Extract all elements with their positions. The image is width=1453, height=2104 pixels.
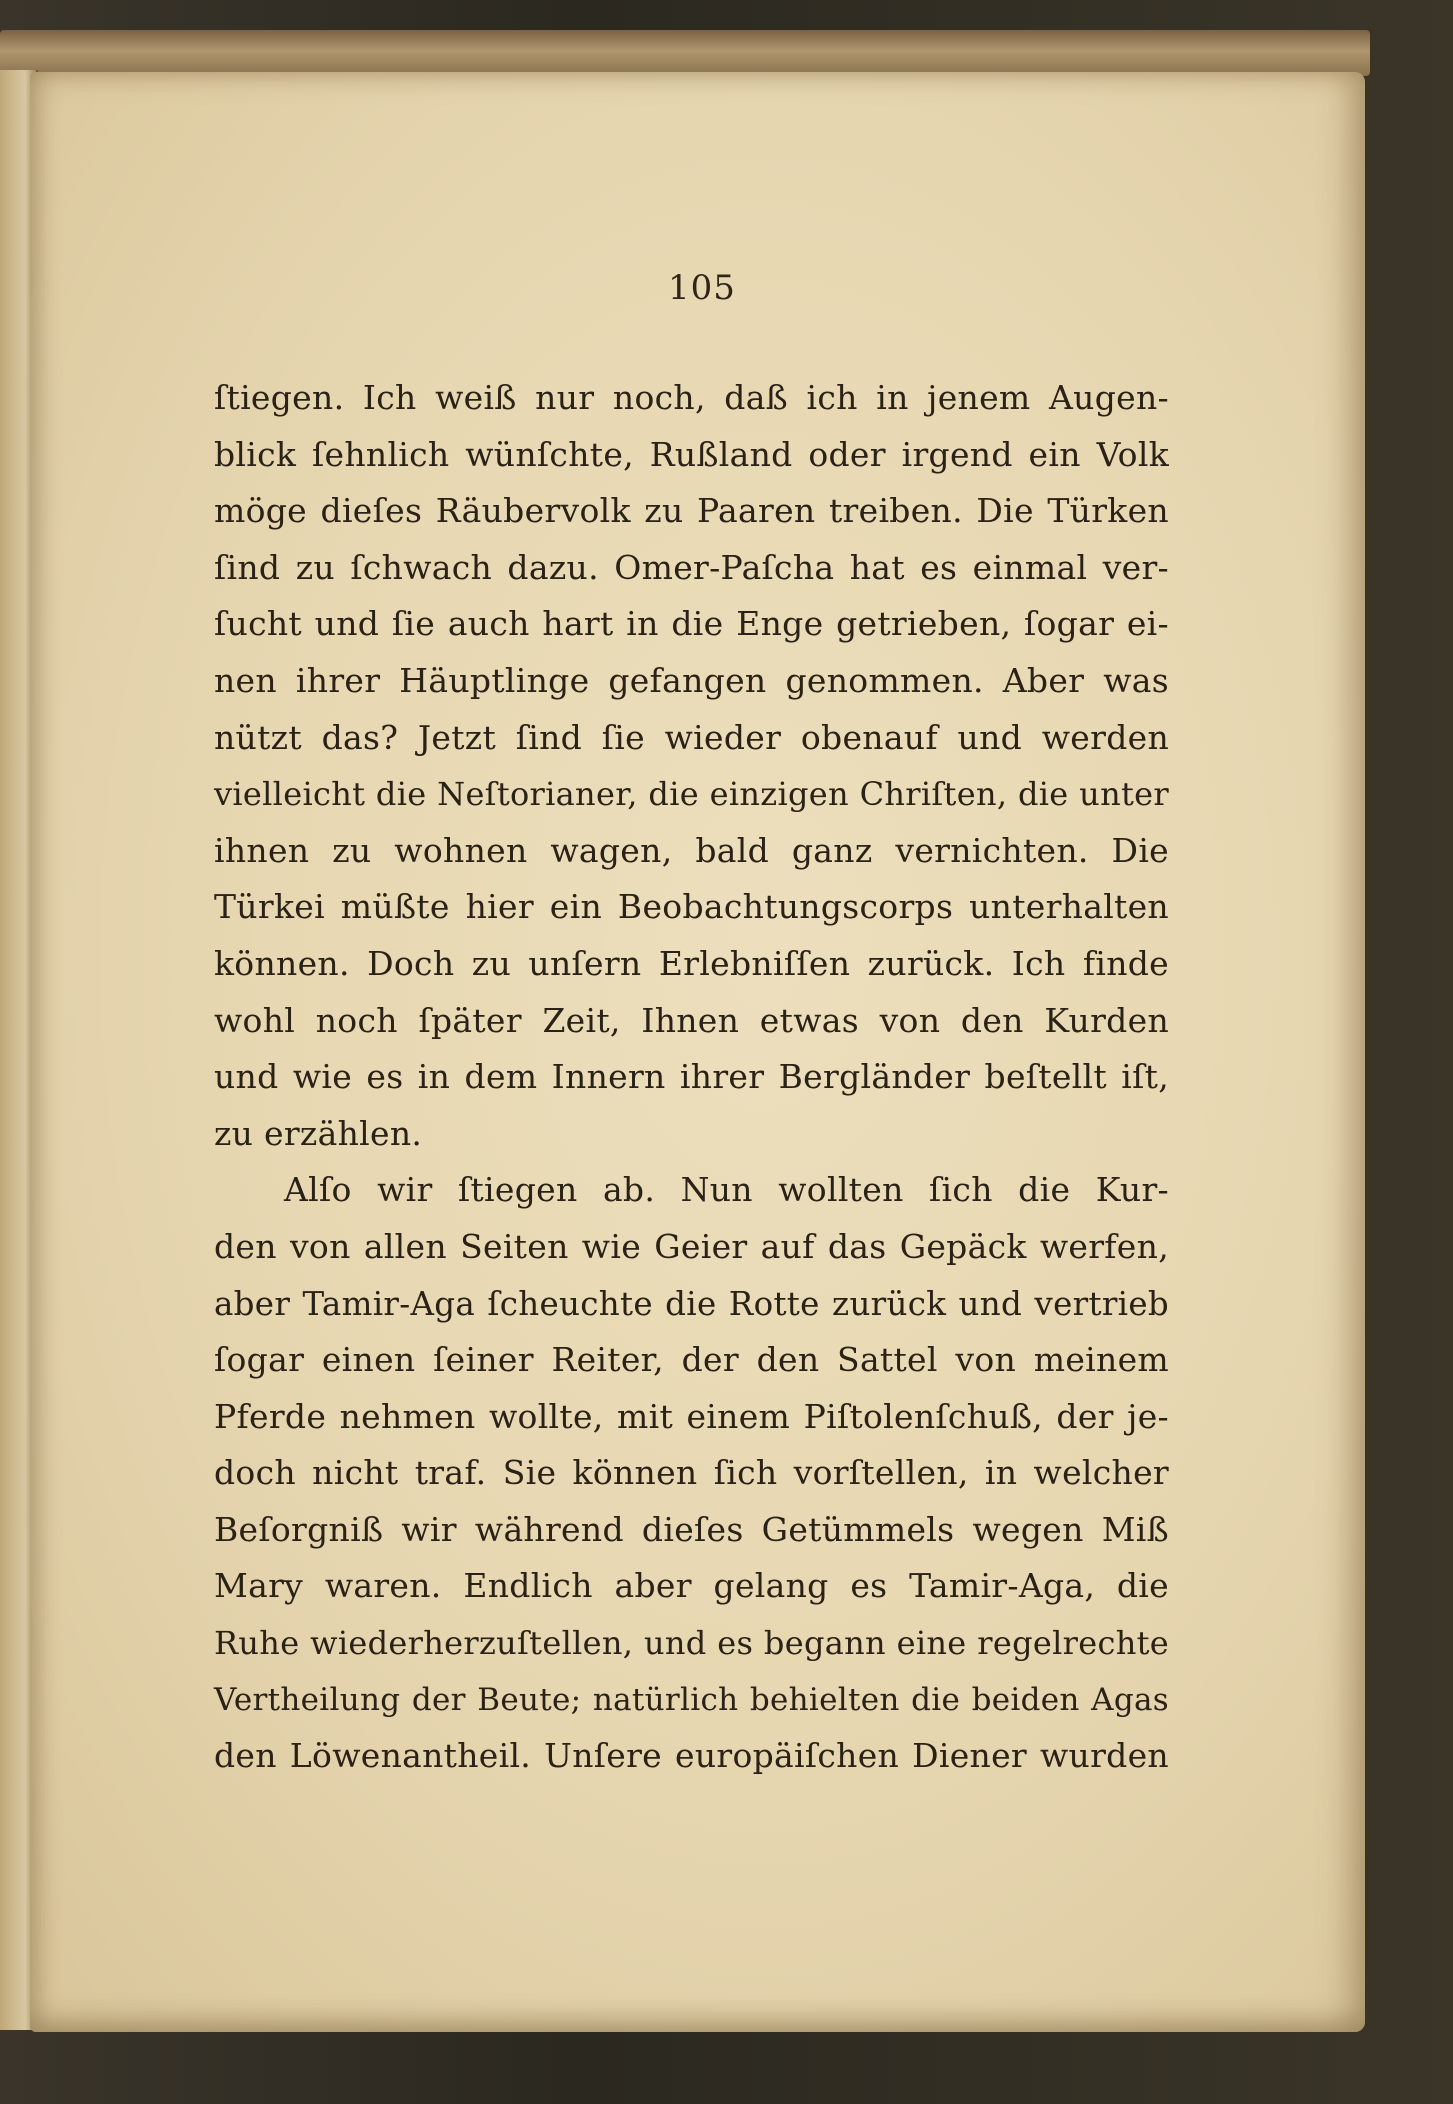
text-line: wohl noch ſpäter Zeit, Ihnen etwas von den Kurden — [214, 1000, 1169, 1040]
text-line: können. Doch zu unſern Erlebniſſen zurück. Ich finde — [214, 943, 1169, 983]
text-line: zu erzählen. — [214, 1113, 423, 1153]
text-line: Ruhe wiederherzuſtellen, und es begann eine regelrechte — [214, 1624, 1169, 1663]
text-line: und wie es in dem Innern ihrer Bergländer beſtellt iſt, — [214, 1057, 1169, 1097]
text-line: ihnen zu wohnen wagen, bald ganz vernichten. Die — [214, 830, 1169, 870]
text-line: Vertheilung der Beute; natürlich behielten die beiden Agas — [214, 1681, 1169, 1718]
text-line: ſucht und ſie auch hart in die Enge getrieben, ſogar ei- — [214, 604, 1169, 644]
text-line: ſogar einen ſeiner Reiter, der den Sattel von meinem — [214, 1340, 1169, 1380]
text-line: aber Tamir-Aga ſcheuchte die Rotte zurück und vertrieb — [214, 1284, 1169, 1323]
text-line: doch nicht traf. Sie können ſich vorſtellen, in welcher — [214, 1453, 1169, 1493]
text-line: den von allen Seiten wie Geier auf das Gepäck werfen, — [214, 1226, 1169, 1266]
text-line: blick ſehnlich wünſchte, Rußland oder irgend ein Volk — [214, 434, 1169, 474]
text-line: ſtiegen. Ich weiß nur noch, daß ich in jenem Augen- — [214, 378, 1169, 417]
text-line: vielleicht die Neſtorianer, die einzigen Chriſten, die unter — [214, 775, 1169, 814]
text-line: Türkei müßte hier ein Beobachtungscorps unterhalten — [214, 887, 1169, 927]
text-line: Beſorgniß wir während dieſes Getümmels wegen Miß — [214, 1509, 1169, 1549]
text-line: möge dieſes Räubervolk zu Paaren treiben. Die Türken — [214, 491, 1169, 531]
book-top-edge — [0, 30, 1370, 76]
page-number: 105 — [668, 268, 736, 308]
paragraph-first-line: Alſo wir ſtiegen ab. Nun wollten ſich die Kur- — [284, 1170, 1169, 1210]
text-line: Pferde nehmen wollte, mit einem Piſtolenſchuß, der je- — [214, 1396, 1169, 1436]
text-line: nützt das? Jetzt ſind ſie wieder obenauf und werden — [214, 717, 1169, 757]
text-line: ſind zu ſchwach dazu. Omer-Paſcha hat es einmal ver- — [214, 547, 1169, 587]
text-line: nen ihrer Häuptlinge gefangen genommen. Aber was — [214, 660, 1169, 700]
body-text — [214, 370, 1169, 1785]
text-line: den Löwenantheil. Unſere europäiſchen Diener wurden — [214, 1736, 1169, 1776]
text-line: Mary waren. Endlich aber gelang es Tamir-Aga, die — [214, 1566, 1169, 1606]
